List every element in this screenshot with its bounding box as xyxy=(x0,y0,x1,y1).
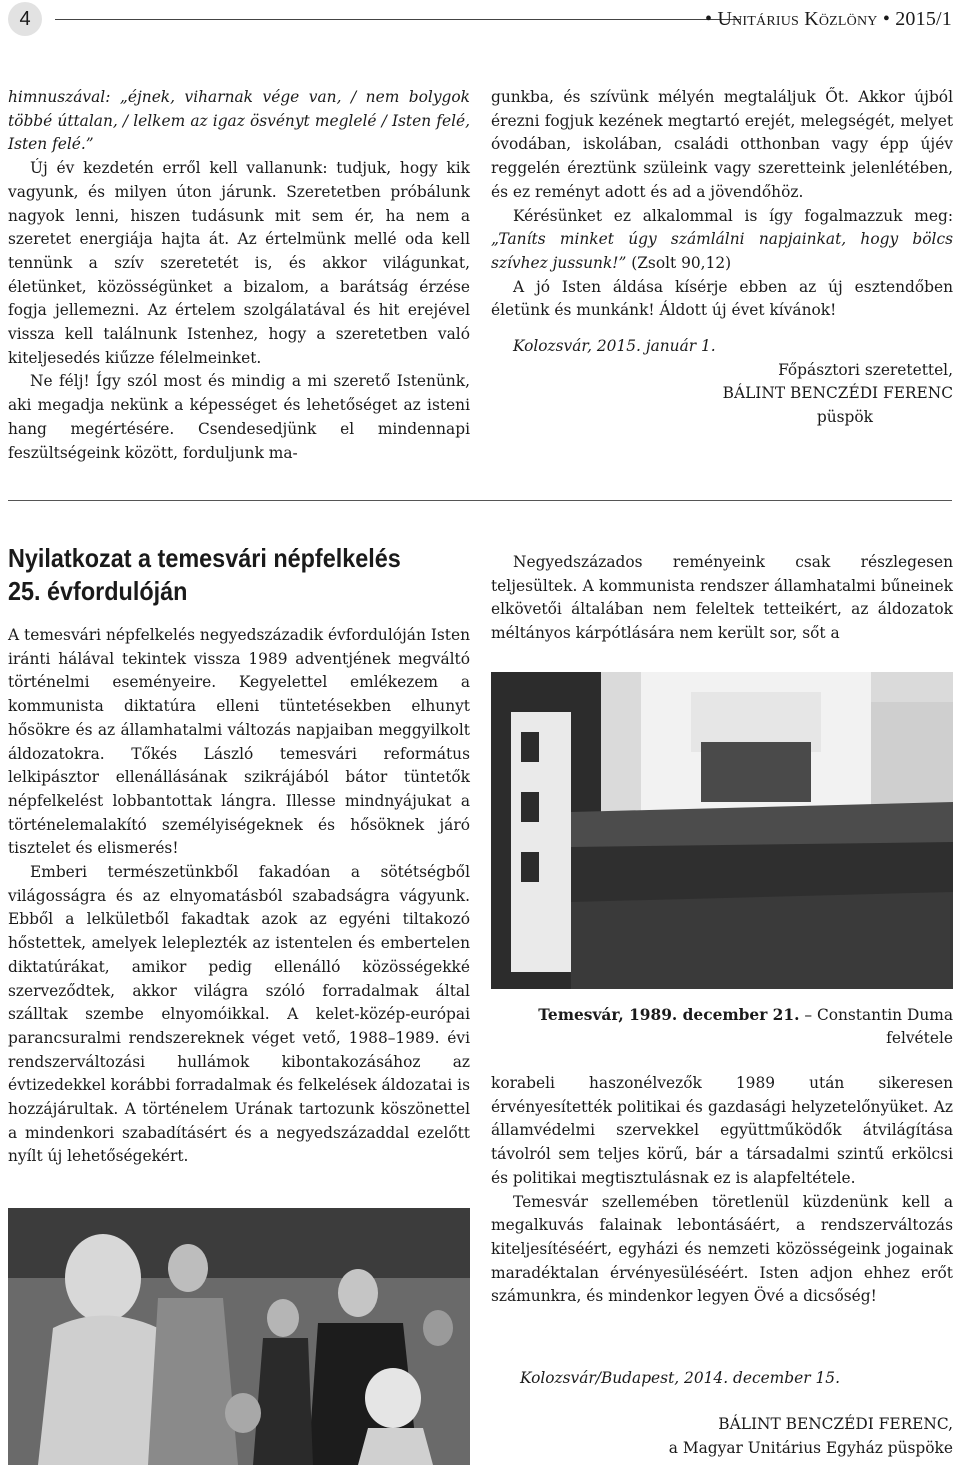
page-number: 4 xyxy=(19,7,31,30)
running-header xyxy=(705,8,952,31)
top-left-column xyxy=(8,86,470,465)
crowd-photo xyxy=(8,1208,470,1465)
psalm-quote: „Taníts minket úgy számlálni napjainkat, hogy bölcs szívhez jussunk!” xyxy=(491,230,953,272)
page-number-badge xyxy=(8,2,42,36)
request-lead: Kérésünket ez alkalommal is így fogalmazzuk meg: xyxy=(513,206,953,225)
headline-line: Nyilatkozat a temesvári népfelkelés xyxy=(8,543,401,573)
paragraph: Emberi természetünkből fakadóan a sötétségből világosságra és az elnyomatásból szabadságra vágyunk. Ebből a lelkületből fakadtak azok az egyéni tiltakozó hőstettek, amelyek leleplezték az istentelen és embertelen diktatúrákat, amikor pedig ellenálló közösségekké szerveződtek, akkor világra szóló forradalmak által szálltak szembe elnyomóikkal. A kelet-közép-európai parancsuralmi rendszereknek véget vető, 1988–1989. évi rendszerváltozási hullámok kibontakozásához az évtizedekkel korábbi forradalmak és felkelések áldozatai is hozzájárultak. A történelem Urának tartozunk köszönettel a mindenkori szabadításért és a negyedszázaddal ezelőtt nyílt új lehetőségekért. xyxy=(8,863,470,1166)
article-signature xyxy=(491,1413,953,1460)
paragraph: A jó Isten áldása kísérje ebben az új esztendőben életünk és munkánk! Áldott új évet kívánok! xyxy=(491,277,953,320)
paragraph: Temesvár szellemében töretlenül küzdenünk kell a megalkuvás falainak lebontásáért, a rendszerváltozás kiteljesítéséért, egyházi és nemzeti közösségeink jogainak maradéktalan érvényesüléséért. Isten adjon ehhez erőt számunkra, és mindenkor legyen Övé a dicsőség! xyxy=(491,1192,953,1306)
paragraph: Negyedszázados reményeink csak részlegesen teljesültek. A kommunista rendszer államhatalmi bűneinek elkövetői általában nem feleltek tetteikért, az áldozatok méltányos kárpótlására nem került sor, sőt a xyxy=(491,553,953,643)
section-divider xyxy=(8,500,952,501)
closing: Főpásztori szeretettel, xyxy=(778,360,953,379)
publication-name: Unitárius Közlöny xyxy=(717,8,878,30)
header-bullet-right: • xyxy=(882,8,891,30)
paragraph: Új év kezdetén erről kell vallanunk: tudjuk, hogy kik vagyunk, és milyen úton járunk. Szeretetben próbálunk nagyok lenni, hiszen tudásunk mit sem ér, ha nem a szeretet energiája hajta át. Az értelmünk mellé oda kell tennünk a szív szeretetét is, és akkor világunkat, életünket, közösségünket a bizalom, a barátság érzése fogja jellemezni. Az értelem szolgálatával és hit erejével vissza kell találnunk Istenhez, hogy a szeretetben való kiteljesedés kiűzze félelmeinket. xyxy=(8,159,470,367)
square-photo xyxy=(491,672,953,989)
signature-name: BÁLINT BENCZÉDI FERENC, xyxy=(718,1415,953,1433)
paragraph: Ne félj! Így szól most és mindig a mi szerető Istenünk, aki megadja nekünk a képességet és lehetőséget az isteni hang megértésére. Csendesedjünk el mindennapi feszültségeink között, forduljunk ma- xyxy=(8,372,470,462)
paragraph: korabeli haszonélvezők 1989 után sikeresen érvényesítették politikai és gazdasági helyzetelőnyüket. Az államvédelmi szervekkel együttműködők átvilágítása távolról sem teljes körű, bár a társadalmi szintű erkölcsi és politikai megtisztulásnak ez is alapfeltétele. xyxy=(491,1074,953,1187)
header-rule xyxy=(55,19,740,20)
signature-title: a Magyar Unitárius Egyház püspöke xyxy=(668,1438,953,1457)
caption-dash: – xyxy=(799,1006,817,1024)
caption-place-date: Temesvár, 1989. december 21. xyxy=(538,1006,800,1024)
photo-caption xyxy=(491,1004,953,1050)
article-headline xyxy=(8,542,422,608)
place-date: Kolozsvár, 2015. január 1. xyxy=(513,337,716,356)
article-right-column-bottom xyxy=(491,1072,953,1309)
headline-line: 25. évfordulóján xyxy=(8,576,188,606)
article-place-date: Kolozsvár/Budapest, 2014. december 15. xyxy=(520,1369,840,1387)
paragraph: A temesvári népfelkelés negyedszázadik évfordulóján Isten iránti hálával tekintek vissza 1989 adventjének megváltó történelmi eseményeire. Kegyelettel emlékezem a kommunista diktatúra elleni tüntetésekben elhunyt hősökre és az államhatalmi változás napjaiban meggyilkolt áldozatokra. Tőkés László temesvári református lelkipásztor ellenállásának szikrájából bátor tüntetők népfelkelést lobbantottak lángra. Illesse mindnyájukat a történelemalakító személyiségeknek és hősöknek járó tisztelet és elismerés! xyxy=(8,626,470,858)
signature-title: püspök xyxy=(816,408,873,427)
caption-credit: Constantin Duma felvétele xyxy=(816,1006,953,1047)
paragraph: gunkba, és szívünk mélyén megtaláljuk Őt. Akkor újból érezni fogjuk kezének megtartó erejét, melegségét, melyet óvodában, iskolában, családi otthonban vagy épp újév reggelén éreztünk szüleink vagy szeretteink jelenlétében, és ez reményt adott és ad a jövendőhöz. xyxy=(491,88,953,201)
top-right-column xyxy=(491,86,953,430)
hymn-quote: himnuszával: „éjnek, viharnak vége van, / nem bolygok többé úttalan, / lelkem az igaz ösvényt meglelé / Isten felé, Isten felé.” xyxy=(8,88,470,154)
issue-number: 2015/1 xyxy=(895,8,952,30)
article-left-column xyxy=(8,624,470,1169)
signature-name: BÁLINT BENCZÉDI FERENC xyxy=(722,384,953,403)
paragraph xyxy=(491,205,953,276)
header-bullet-left: • xyxy=(705,8,713,30)
psalm-reference: (Zsolt 90,12) xyxy=(626,253,732,272)
article-right-column-top xyxy=(491,551,953,646)
